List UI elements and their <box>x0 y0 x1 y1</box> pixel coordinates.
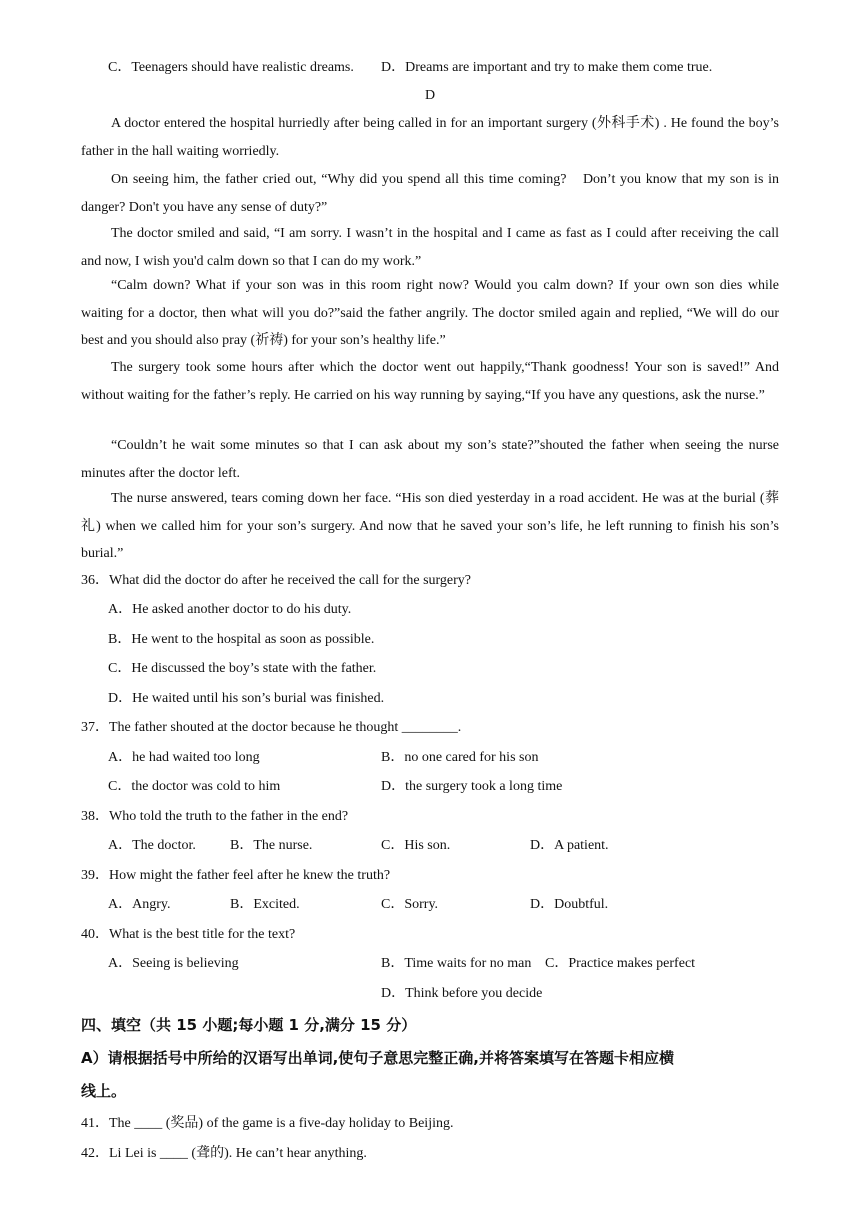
question-36-option-a: A．He asked another doctor to do his duty. <box>108 602 352 617</box>
question-40-option-c: C．Practice makes perfect <box>545 956 696 971</box>
question-39-option-c: C．Sorry. <box>381 897 439 912</box>
question-40-option-b: B．Time waits for no man <box>381 956 532 971</box>
passage-paragraph-3: The doctor smiled and said, “I am sorry. I wasn’t in the hospital and I came as fast as I could after receiving the call and now, I wish you'd calm down so that I can do my work.” <box>81 226 779 269</box>
question-38-option-a: A．The doctor. <box>108 838 196 853</box>
question-37-option-a: A．he had waited too long <box>108 750 260 765</box>
question-38-option-b: B．The nurse. <box>230 838 313 853</box>
question-40-option-a: A．Seeing is believing <box>108 956 239 971</box>
passage-paragraph-7: The nurse answered, tears coming down her face. “His son died yesterday in a road accident. He was at the burial (葬礼) when we called him for your son’s surgery. And now that he saved your son’s life, he left running to finish his son’s burial.” <box>81 491 779 561</box>
prev-option-c: C．Teenagers should have realistic dreams. <box>108 60 354 75</box>
question-38: 38．Who told the truth to the father in the end? <box>81 809 349 824</box>
question-39-option-b: B．Excited. <box>230 897 300 912</box>
question-36: 36．What did the doctor do after he received the call for the surgery? <box>81 573 472 588</box>
question-40: 40．What is the best title for the text? <box>81 927 296 942</box>
section-4-instruction-line-1: A）请根据括号中所给的汉语写出单词,使句子意思完整正确,并将答案填写在答题卡相应横 <box>81 1049 675 1067</box>
question-39-option-d: D．Doubtful. <box>530 897 609 912</box>
section-4-instruction-line-2: 线上。 <box>81 1082 127 1100</box>
question-37-option-b: B．no one cared for his son <box>381 750 539 765</box>
question-42: 42．Li Lei is ____ (聋的). He can’t hear anything. <box>81 1146 367 1161</box>
passage-paragraph-2: On seeing him, the father cried out, “Why did you spend all this time coming? Don’t you know that my son is in danger? Don't you have any sense of duty?” <box>81 172 779 215</box>
question-39-option-a: A．Angry. <box>108 897 171 912</box>
passage-paragraph-1: A doctor entered the hospital hurriedly after being called in for an important surgery (外科手术) . He found the boy’s father in the hall waiting worriedly. <box>81 116 779 159</box>
passage-label: D <box>424 88 436 103</box>
question-41: 41．The ____ (奖品) of the game is a five-day holiday to Beijing. <box>81 1116 454 1131</box>
passage-paragraph-5: The surgery took some hours after which the doctor went out happily,“Thank goodness! Your son is saved!” And without waiting for the father’s reply. He carried on his way running by saying,“If you have any questions, ask the nurse.” <box>81 360 779 403</box>
question-36-option-b: B．He went to the hospital as soon as possible. <box>108 632 375 647</box>
section-4-heading: 四、填空（共 15 小题;每小题 1 分,满分 15 分） <box>81 1016 417 1034</box>
question-36-option-d: D．He waited until his son’s burial was finished. <box>108 691 385 706</box>
passage-paragraph-6: “Couldn’t he wait some minutes so that I can ask about my son’s state?”shouted the father when seeing the nurse minutes after the doctor left. <box>81 438 779 481</box>
question-39: 39．How might the father feel after he knew the truth? <box>81 868 391 883</box>
question-37-option-c: C．the doctor was cold to him <box>108 779 281 794</box>
question-37: 37．The father shouted at the doctor because he thought ________. <box>81 720 462 735</box>
question-37-option-d: D．the surgery took a long time <box>381 779 563 794</box>
passage-paragraph-4: “Calm down? What if your son was in this room right now? Would you calm down? If your own son dies while waiting for a doctor, then what will you do?”said the father angrily. The doctor smiled again and replied, “We will do our best and you should also pray (祈祷) for your son’s healthy life.” <box>81 278 779 348</box>
question-40-option-d: D．Think before you decide <box>381 986 543 1001</box>
question-38-option-c: C．His son. <box>381 838 451 853</box>
question-38-option-d: D．A patient. <box>530 838 609 853</box>
question-36-option-c: C．He discussed the boy’s state with the father. <box>108 661 377 676</box>
prev-option-d: D．Dreams are important and try to make them come true. <box>381 60 713 75</box>
